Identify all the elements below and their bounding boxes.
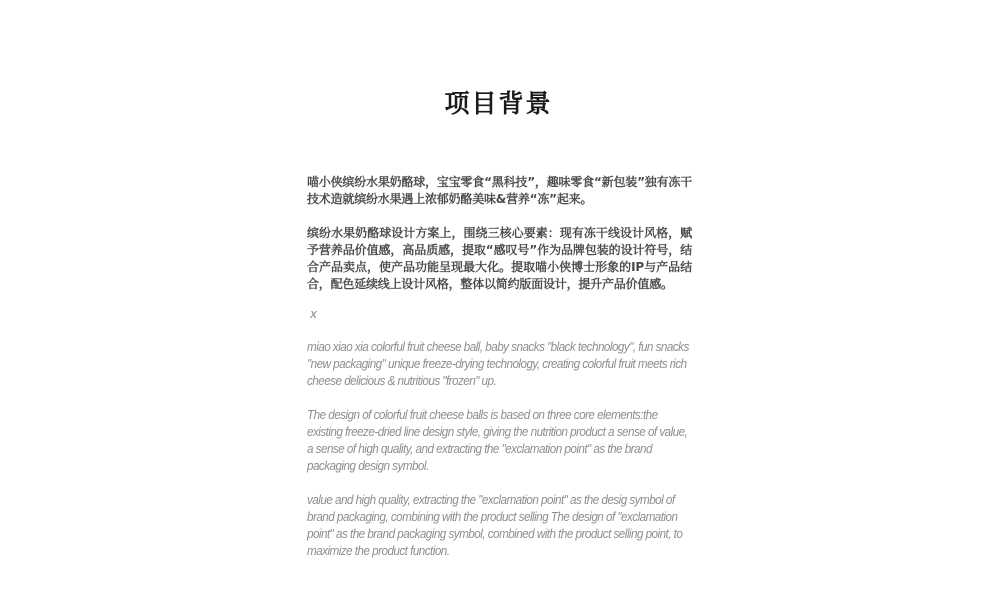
page-title: 项目背景 bbox=[444, 89, 553, 118]
section-separator: x bbox=[310, 307, 318, 321]
english-paragraph: value and high quality, extracting the "exclamation point" as the desig symbol of brand packaging, combining with the product selling The design of "exclamation point" as the brand packaging symbol, combined with the product selling point, to maximize the product function. bbox=[307, 492, 683, 558]
english-paragraph: miao xiao xia colorful fruit cheese ball, baby snacks "black technology", fun snacks "new packaging" unique freeze-drying technology, creating colorful fruit meets rich cheese delicious & nutritious "frozen" up. bbox=[307, 339, 689, 388]
chinese-paragraph: 缤纷水果奶酪球设计方案上，围绕三核心要素：现有冻干线设计风格，赋予营养品价值感，高品质感，提取“感叹号”作为品牌包装的设计符号，结合产品卖点，使产品功能呈现最大化。提取喵小侠博士形象的IP与产品结合，配色延续线上设计风格，整体以简约版面设计，提升产品价值感。 bbox=[307, 226, 692, 291]
project-background-content bbox=[307, 174, 692, 559]
chinese-paragraph: 喵小侠缤纷水果奶酪球，宝宝零食“黑科技”，趣味零食“新包装”独有冻干技术造就缤纷水果遇上浓郁奶酪美味&营养“冻”起来。 bbox=[307, 175, 692, 206]
english-paragraph: The design of colorful fruit cheese balls is based on three core elements:the existing freeze-dried line design style, giving the nutrition product a sense of value, a sense of high quality, and extracting the "exclamation point" as the brand packaging design symbol. bbox=[307, 407, 688, 473]
